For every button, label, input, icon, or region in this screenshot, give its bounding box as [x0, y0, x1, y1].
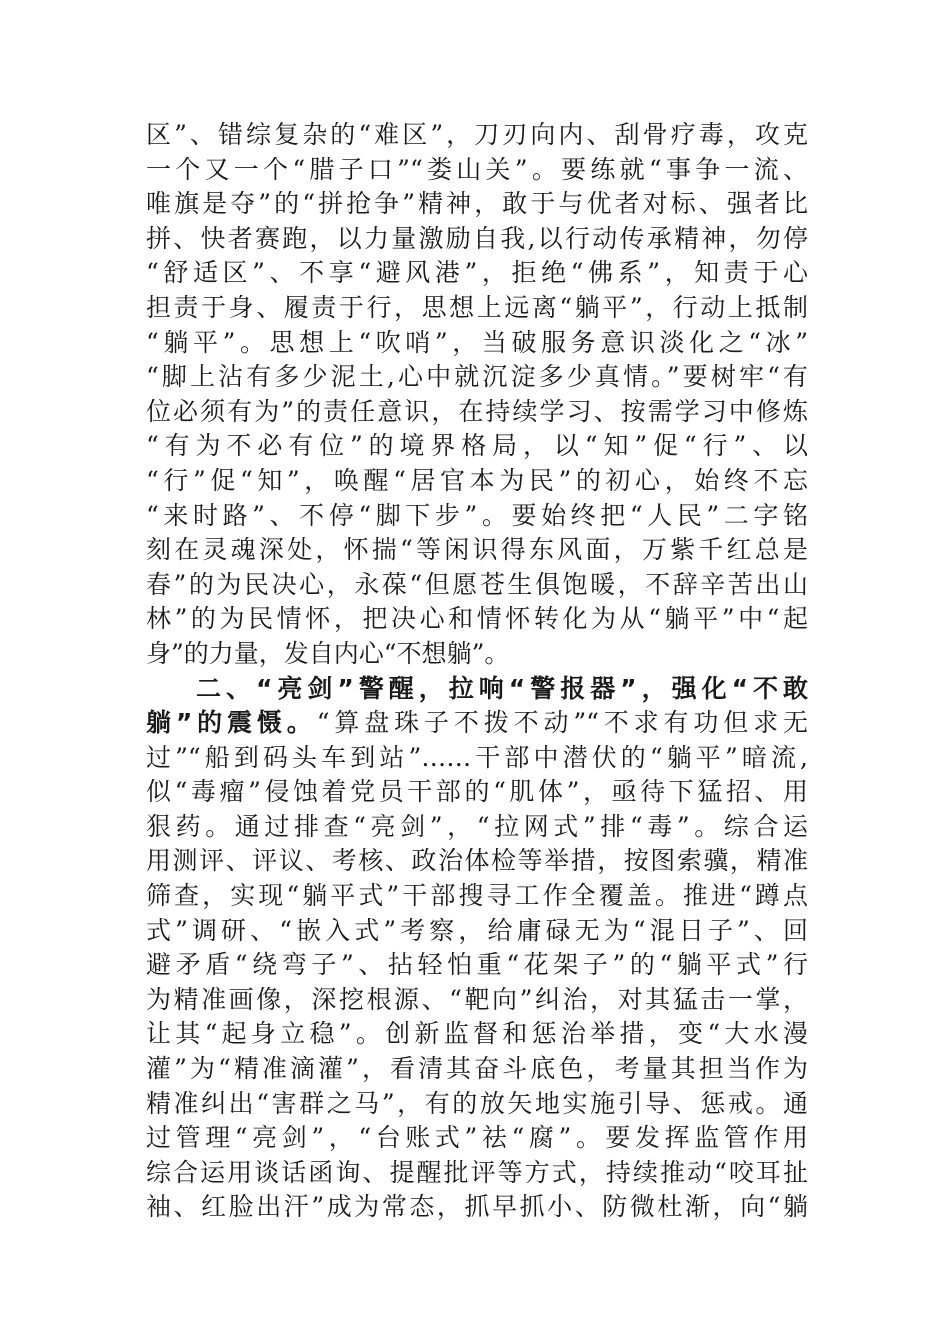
text-line: 过管理“亮剑”，“台账式”祛“腐”。要发挥监管作用	[146, 1123, 808, 1153]
text-line: 一个又一个“腊子口”“娄山关”。要练就“事争一流、	[146, 154, 808, 184]
section-heading: 二、“亮剑”警醒，拉响“警报器”，强化“不敢	[196, 673, 808, 703]
text-line: 综合运用谈话函询、提醒批评等方式，持续推动“咬耳扯	[146, 1157, 808, 1187]
text-line: 林”的为民情怀，把决心和情怀转化为从“躺平”中“起	[146, 604, 808, 634]
text-line: 似“毒瘤”侵蚀着党员干部的“肌体”，亟待下猛招、用	[146, 777, 808, 807]
text-line: “来时路”、不停“脚下步”。要始终把“人民”二字铭	[146, 500, 808, 530]
text-line: 精准纠出“害群之马”，有的放矢地实施引导、惩戒。通	[146, 1088, 808, 1118]
section-heading-continuation	[146, 706, 808, 741]
document-body	[146, 118, 808, 1225]
text-line: 区”、错综复杂的“难区”，刀刃向内、刮骨疗毒，攻克	[146, 120, 808, 149]
text-line: 过”“船到码头车到站”……干部中潜伏的“躺平”暗流,	[146, 742, 808, 772]
text-line: “舒适区”、不享“避风港”，拒绝“佛系”，知责于心	[146, 258, 808, 288]
text-line: 位必须有为”的责任意识，在持续学习、按需学习中修炼	[146, 396, 808, 426]
text-line: “躺平”。思想上“吹哨”，当破服务意识淡化之“冰”	[146, 327, 808, 357]
text-line: 灌”为“精准滴灌”，看清其奋斗底色，考量其担当作为	[146, 1054, 808, 1084]
text-line: “行”促“知”，唤醒“居官本为民”的初心，始终不忘	[146, 465, 808, 495]
text-line: 袖、红脸出汗”成为常态，抓早抓小、防微杜渐，向“躺	[146, 1192, 808, 1222]
text-line: 让其“起身立稳”。创新监督和惩治举措，变“大水漫	[146, 1019, 808, 1049]
text-line: 用测评、评议、考核、政治体检等举措，按图索骥，精准	[146, 846, 808, 876]
text-line: 狠药。通过排查“亮剑”，“拉网式”排“毒”。综合运	[146, 811, 808, 841]
text-line: “有为不必有位”的境界格局，以“知”促“行”、以	[146, 431, 808, 461]
text-line: “脚上沾有多少泥土,心中就沉淀多少真情。”要树牢“有	[146, 362, 808, 392]
text-line: 拼、快者赛跑，以力量激励自我,以行动传承精神，勿停	[146, 223, 808, 253]
text-line: 唯旗是夺”的“拼抢争”精神，敢于与优者对标、强者比	[146, 189, 808, 219]
text-line: 避矛盾“绕弯子”、拈轻怕重“花架子”的“躺平式”行	[146, 950, 808, 980]
section-heading-end: 躺”的震慑。	[146, 708, 317, 738]
text-line: 春”的为民决心，永葆“但愿苍生俱饱暖，不辞辛苦出山	[146, 569, 808, 599]
text-line: 为精准画像，深挖根源、“靶向”纠治，对其猛击一掌，	[146, 984, 808, 1014]
text-line: 担责于身、履责于行，思想上远离“躺平”，行动上抵制	[146, 292, 808, 322]
text-span: “算盘珠子不拨不动”“不求有功但求无	[316, 708, 808, 738]
text-line: 身”的力量，发自内心“不想躺”。	[146, 638, 510, 668]
text-line: 式”调研、“嵌入式”考察，给庸碌无为“混日子”、回	[146, 915, 808, 945]
text-line: 筛查，实现“躺平式”干部搜寻工作全覆盖。推进“蹲点	[146, 881, 808, 911]
text-line: 刻在灵魂深处，怀揣“等闲识得东风面，万紫千红总是	[146, 535, 808, 565]
